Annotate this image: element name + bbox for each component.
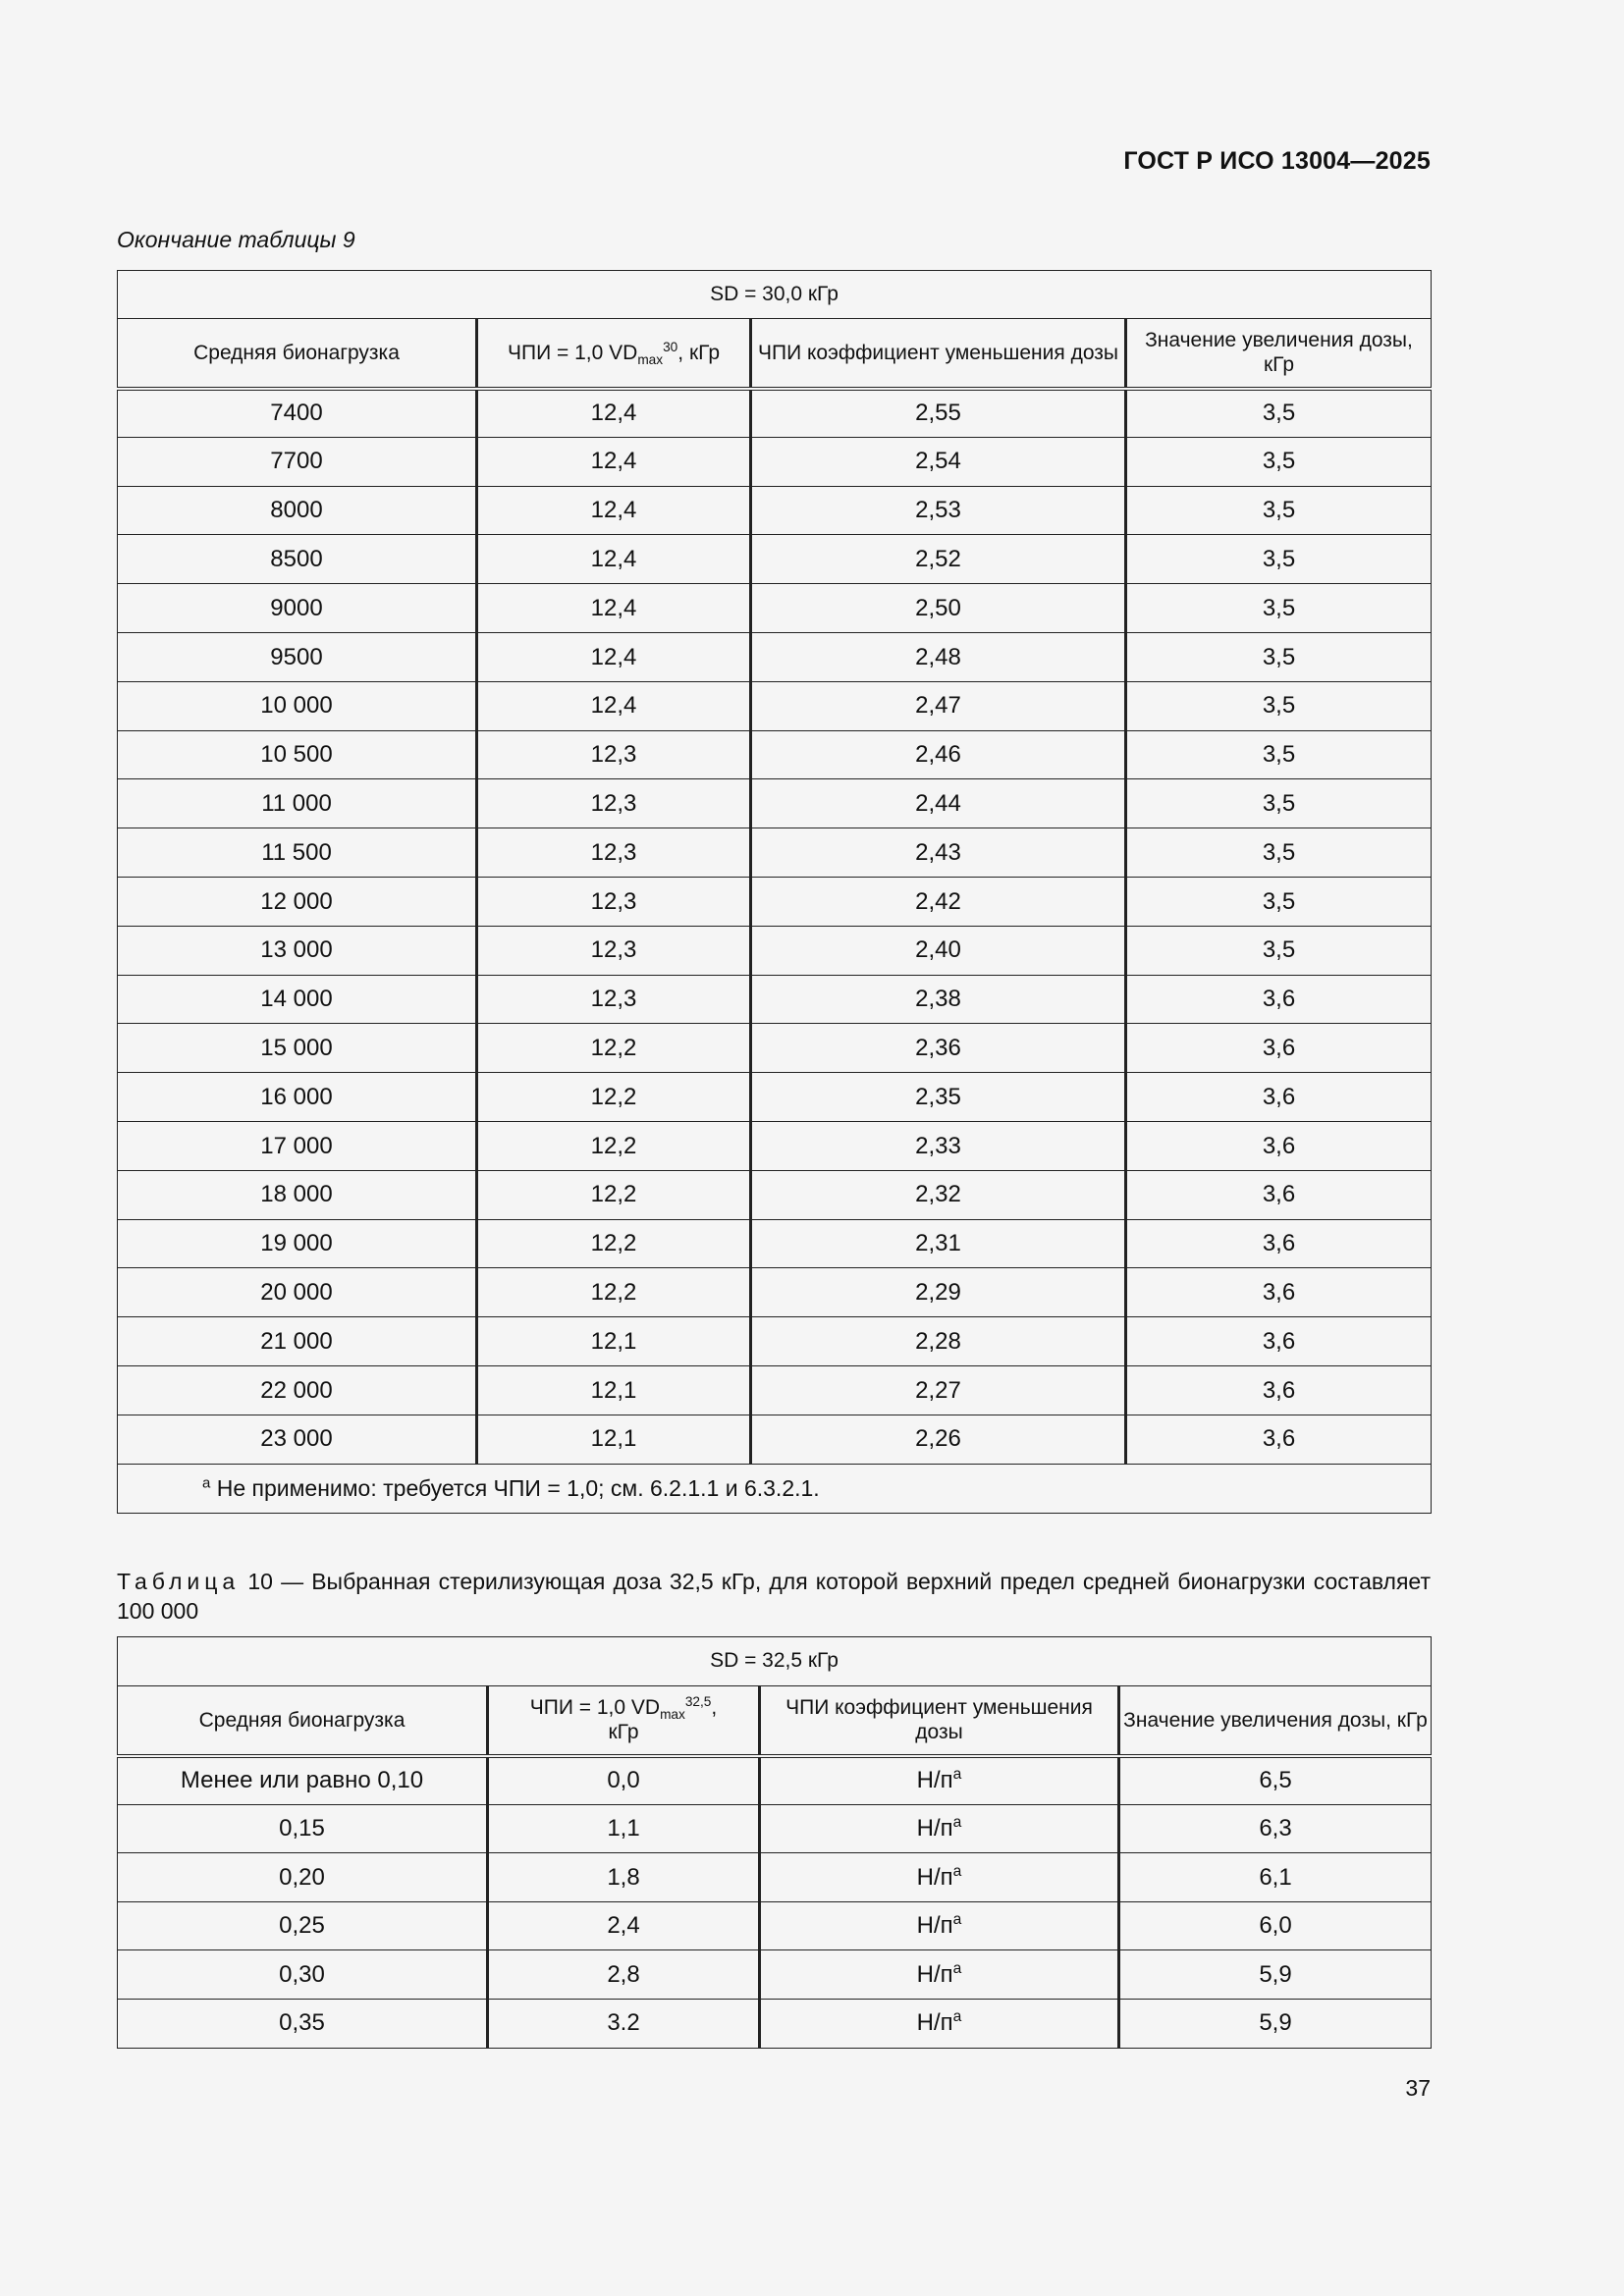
table-cell: $Н/п^a$: [760, 1999, 1119, 2048]
table-cell: Менее или равно 0,10: [118, 1756, 488, 1805]
table-cell: 2,33: [751, 1121, 1126, 1170]
table-cell: 3,5: [1126, 828, 1432, 878]
table-cell: 12,2: [477, 1170, 751, 1219]
table-10-caption: Таблица 10 — Выбранная стерилизующая доза 32,5 кГр, для которой верхний предел средней бионагрузки составляет 100 000: [117, 1569, 1431, 1624]
table-footnote: $^a$ Не применимо: требуется ЧПИ = 1,0; см. 6.2.1.1 и 6.3.2.1.: [118, 1464, 1432, 1513]
table-cell: 20 000: [118, 1268, 477, 1317]
table-cell: 11 500: [118, 828, 477, 878]
table-row: [118, 486, 1432, 535]
table-cell: 0,0: [488, 1756, 760, 1805]
table-cell: 11 000: [118, 779, 477, 828]
table-cell: 3,5: [1126, 535, 1432, 584]
table-row: [118, 1950, 1432, 2000]
table-cell: 3,5: [1126, 877, 1432, 926]
table-row: [118, 1219, 1432, 1268]
table-row: [118, 1317, 1432, 1366]
table-cell: 12,4: [477, 437, 751, 486]
table-cell: 2,44: [751, 779, 1126, 828]
table-row: [118, 389, 1432, 438]
table-cell: 3,5: [1126, 437, 1432, 486]
table-cell: 9500: [118, 632, 477, 681]
table-row: [118, 1024, 1432, 1073]
table-cell: 12,2: [477, 1219, 751, 1268]
table-cell: 12,3: [477, 975, 751, 1024]
table-cell: 12,4: [477, 584, 751, 633]
table-cell: 2,4: [488, 1901, 760, 1950]
table-cell: 14 000: [118, 975, 477, 1024]
table-cell: 12,1: [477, 1365, 751, 1415]
table-cell: 19 000: [118, 1219, 477, 1268]
table-cell: $Н/п^a$: [760, 1853, 1119, 1902]
table-cell: 12,3: [477, 730, 751, 779]
document-code: ГОСТ Р ИСО 13004—2025: [1123, 147, 1431, 175]
table-row: [118, 1365, 1432, 1415]
table-cell: 2,47: [751, 681, 1126, 730]
table-cell: 2,53: [751, 486, 1126, 535]
sd-header: SD = 32,5 кГр: [118, 1637, 1432, 1686]
table-cell: 1,1: [488, 1804, 760, 1853]
table-row: [118, 1853, 1432, 1902]
table-cell: 1,8: [488, 1853, 760, 1902]
table-cell: 2,31: [751, 1219, 1126, 1268]
table-cell: 2,40: [751, 926, 1126, 975]
table-row: [118, 535, 1432, 584]
table-row: [118, 877, 1432, 926]
table-cell: 2,54: [751, 437, 1126, 486]
col-header-reduction-factor: ЧПИ коэффициент уменьшения дозы: [751, 319, 1126, 389]
col-header-vd: ЧПИ = 1,0 $VD_{max}^{32,5}$, кГр: [488, 1686, 760, 1756]
table-cell: 2,55: [751, 389, 1126, 438]
table-cell: 0,35: [118, 1999, 488, 2048]
table-cell: 3,5: [1126, 681, 1432, 730]
table-row: [118, 828, 1432, 878]
table-row: [118, 1901, 1432, 1950]
table-cell: 3,6: [1126, 1268, 1432, 1317]
table-cell: 2,29: [751, 1268, 1126, 1317]
table-cell: 2,50: [751, 584, 1126, 633]
table-cell: 8000: [118, 486, 477, 535]
table-cell: 12,3: [477, 779, 751, 828]
table-row: [118, 1121, 1432, 1170]
table-cell: $Н/п^a$: [760, 1756, 1119, 1805]
table-cell: 10 000: [118, 681, 477, 730]
table-cell: 6,5: [1119, 1756, 1432, 1805]
table-cell: 12,1: [477, 1317, 751, 1366]
table-row: [118, 1170, 1432, 1219]
col-header-vd: ЧПИ = 1,0 $VD_{max}^{30}$, кГр: [477, 319, 751, 389]
table-cell: 13 000: [118, 926, 477, 975]
table-cell: 16 000: [118, 1073, 477, 1122]
col-header-bioburden: Средняя бионагрузка: [118, 319, 477, 389]
table-cell: 12,4: [477, 632, 751, 681]
table-9: [117, 270, 1432, 1514]
table-cell: 12,2: [477, 1024, 751, 1073]
col-header-dose-increase: Значение увеличения дозы, кГр: [1126, 319, 1432, 389]
table-cell: 3,6: [1126, 975, 1432, 1024]
table-cell: 2,26: [751, 1415, 1126, 1464]
table-cell: 12,3: [477, 926, 751, 975]
table-row: [118, 975, 1432, 1024]
table-cell: 3,5: [1126, 730, 1432, 779]
table-cell: 10 500: [118, 730, 477, 779]
table-cell: 5,9: [1119, 1999, 1432, 2048]
table-cell: 3,5: [1126, 632, 1432, 681]
table-cell: 12,4: [477, 535, 751, 584]
table-cell: 12,4: [477, 389, 751, 438]
table-cell: 2,35: [751, 1073, 1126, 1122]
table-cell: 2,48: [751, 632, 1126, 681]
table-row: [118, 730, 1432, 779]
table-row: [118, 584, 1432, 633]
page-number: 37: [1405, 2075, 1431, 2101]
table-cell: 9000: [118, 584, 477, 633]
table-cell: 12,3: [477, 877, 751, 926]
table-cell: 0,15: [118, 1804, 488, 1853]
table-cell: 3,6: [1126, 1121, 1432, 1170]
table-cell: $Н/п^a$: [760, 1901, 1119, 1950]
table-cell: 12,1: [477, 1415, 751, 1464]
table-cell: $Н/п^a$: [760, 1950, 1119, 2000]
table-cell: 3,5: [1126, 926, 1432, 975]
table-cell: 8500: [118, 535, 477, 584]
table-cell: 21 000: [118, 1317, 477, 1366]
table-cell: 2,42: [751, 877, 1126, 926]
table-cell: 3,6: [1126, 1317, 1432, 1366]
table-cell: 12,4: [477, 681, 751, 730]
table-cell: 2,32: [751, 1170, 1126, 1219]
table-cell: 3,5: [1126, 779, 1432, 828]
table-cell: 3,5: [1126, 584, 1432, 633]
table-cell: 2,52: [751, 535, 1126, 584]
table-row: [118, 437, 1432, 486]
table-cell: 12,3: [477, 828, 751, 878]
table-cell: 17 000: [118, 1121, 477, 1170]
table-cell: 0,20: [118, 1853, 488, 1902]
table-cell: 23 000: [118, 1415, 477, 1464]
table-10: [117, 1636, 1432, 2049]
table-cell: 12,2: [477, 1268, 751, 1317]
table-cell: 18 000: [118, 1170, 477, 1219]
table-cell: 12,4: [477, 486, 751, 535]
table-cell: 0,30: [118, 1950, 488, 2000]
table-row: [118, 632, 1432, 681]
table-cell: 2,46: [751, 730, 1126, 779]
table-cell: 6,3: [1119, 1804, 1432, 1853]
table-cell: 0,25: [118, 1901, 488, 1950]
table-cell: 2,8: [488, 1950, 760, 2000]
table-cell: 12,2: [477, 1121, 751, 1170]
table-cell: 2,28: [751, 1317, 1126, 1366]
table-cell: 3,6: [1126, 1024, 1432, 1073]
table-cell: 3,5: [1126, 486, 1432, 535]
table-row: [118, 1415, 1432, 1464]
col-header-bioburden: Средняя бионагрузка: [118, 1686, 488, 1756]
table-cell: 2,38: [751, 975, 1126, 1024]
table-row: [118, 1073, 1432, 1122]
table-cell: 6,1: [1119, 1853, 1432, 1902]
table-cell: 6,0: [1119, 1901, 1432, 1950]
table-cell: 12 000: [118, 877, 477, 926]
table-continuation-label: Окончание таблицы 9: [117, 227, 355, 252]
table-row: [118, 926, 1432, 975]
table-cell: 3,5: [1126, 389, 1432, 438]
table-row: [118, 1804, 1432, 1853]
table-cell: 3,6: [1126, 1170, 1432, 1219]
table-cell: 22 000: [118, 1365, 477, 1415]
col-header-dose-increase: Значение увеличения дозы, кГр: [1119, 1686, 1432, 1756]
table-cell: 3,6: [1126, 1219, 1432, 1268]
table-row: [118, 1999, 1432, 2048]
table-cell: 2,36: [751, 1024, 1126, 1073]
table-cell: 3,6: [1126, 1415, 1432, 1464]
table-cell: 2,27: [751, 1365, 1126, 1415]
table-cell: 2,43: [751, 828, 1126, 878]
table-cell: 5,9: [1119, 1950, 1432, 2000]
table-cell: 3.2: [488, 1999, 760, 2048]
table-row: [118, 681, 1432, 730]
table-cell: 7700: [118, 437, 477, 486]
sd-header: SD = 30,0 кГр: [118, 271, 1432, 319]
table-cell: 15 000: [118, 1024, 477, 1073]
table-cell: 12,2: [477, 1073, 751, 1122]
table-row: [118, 1268, 1432, 1317]
table-row: [118, 779, 1432, 828]
table-cell: 3,6: [1126, 1073, 1432, 1122]
table-cell: 7400: [118, 389, 477, 438]
table-row: [118, 1756, 1432, 1805]
table-cell: $Н/п^a$: [760, 1804, 1119, 1853]
table-cell: 3,6: [1126, 1365, 1432, 1415]
col-header-reduction-factor: ЧПИ коэффициент уменьшения дозы: [760, 1686, 1119, 1756]
